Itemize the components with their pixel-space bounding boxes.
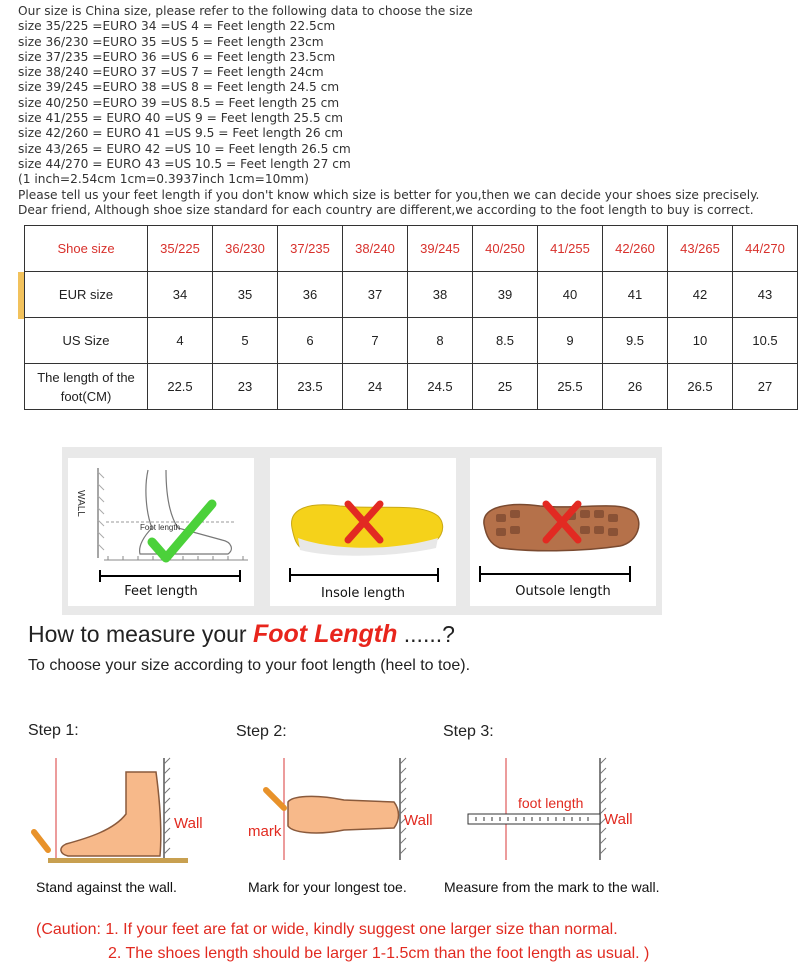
size-table <box>24 225 798 410</box>
caution-line-2: 2. The shoes length should be larger 1-1.5cm than the foot length as usual. ) <box>108 945 650 962</box>
table-cell: 41 <box>603 272 668 318</box>
measure-title <box>28 620 455 649</box>
intro-line: size 43/265 = EURO 42 =US 10 = Feet length 26.5 cm <box>18 141 351 156</box>
intro-line: size 40/250 =EURO 39 =US 8.5 = Feet length 25 cm <box>18 95 340 110</box>
table-cell: 23.5 <box>278 364 343 410</box>
measure-title-suffix: ......? <box>397 621 455 647</box>
table-row-header <box>25 364 148 410</box>
intro-line: size 36/230 =EURO 35 =US 5 = Feet length 23cm <box>18 34 324 49</box>
step-2-caption: Mark for your longest toe. <box>248 879 407 895</box>
table-cell: 37 <box>343 272 408 318</box>
step-1-label: Step 1: <box>28 722 79 739</box>
insole-illustration <box>270 458 456 606</box>
table-row-header-line: foot(CM) <box>60 388 112 404</box>
table-cell: 6 <box>278 318 343 364</box>
insole-length-caption: Insole length <box>321 586 405 601</box>
intro-line: Our size is China size, please refer to the following data to choose the size <box>18 4 473 18</box>
table-cell: 8 <box>408 318 473 364</box>
table-cell: 9 <box>538 318 603 364</box>
feet-length-panel <box>68 458 254 606</box>
table-cell: 25 <box>473 364 538 410</box>
table-cell: 39/245 <box>408 226 473 272</box>
table-row <box>25 226 798 272</box>
table-cell: 27 <box>733 364 798 410</box>
table-cell: 37/235 <box>278 226 343 272</box>
measure-title-prefix: How to measure your <box>28 621 253 647</box>
table-cell: 43 <box>733 272 798 318</box>
intro-line: Dear friend, Although shoe size standard for each country are different,we according to the foot length to buy is correct. <box>18 202 754 217</box>
table-cell: 38 <box>408 272 473 318</box>
table-row <box>25 364 798 410</box>
measure-title-highlight: Foot Length <box>252 620 398 648</box>
table-row-header: US Size <box>25 318 148 364</box>
table-cell: 8.5 <box>473 318 538 364</box>
intro-line: size 35/225 =EURO 34 =US 4 = Feet length 22.5cm <box>18 19 336 34</box>
pencil-icon <box>34 832 48 850</box>
table-cell: 35 <box>213 272 278 318</box>
table-cell: 10 <box>668 318 733 364</box>
measure-subtitle: To choose your size according to your foot length (heel to toe). <box>28 657 471 674</box>
step-2-label: Step 2: <box>236 723 287 740</box>
wall-label: WALL <box>75 490 86 517</box>
table-cell: 36/230 <box>213 226 278 272</box>
table-cell: 25.5 <box>538 364 603 410</box>
table-cell: 40/250 <box>473 226 538 272</box>
table-row-header: EUR size <box>25 272 148 318</box>
wall-label: Wall <box>404 812 433 829</box>
table-cell: 43/265 <box>668 226 733 272</box>
intro-line: size 41/255 = EURO 40 =US 9 = Feet length 25.5 cm <box>18 111 344 126</box>
intro-line: size 44/270 = EURO 43 =US 10.5 = Feet length 27 cm <box>18 156 351 171</box>
table-cell: 10.5 <box>733 318 798 364</box>
intro-line: size 38/240 =EURO 37 =US 7 = Feet length 24cm <box>18 65 324 80</box>
wall-label: Wall <box>174 815 203 832</box>
step-3-caption: Measure from the mark to the wall. <box>444 879 660 895</box>
table-row-header: Shoe size <box>25 226 148 272</box>
table-cell: 42/260 <box>603 226 668 272</box>
intro-line: Please tell us your feet length if you don't know which size is better for you,then we can decide your shoes size precisely. <box>18 187 760 202</box>
table-row <box>25 318 798 364</box>
table-row-header-line: The length of the <box>37 369 135 385</box>
step-1-illustration <box>28 752 218 867</box>
table-cell: 36 <box>278 272 343 318</box>
foot-length-label: foot length <box>518 795 584 811</box>
table-cell: 35/225 <box>148 226 213 272</box>
table-cell: 4 <box>148 318 213 364</box>
intro-text <box>18 4 798 218</box>
table-cell: 41/255 <box>538 226 603 272</box>
table-row <box>25 272 798 318</box>
outsole-length-panel <box>470 458 656 606</box>
table-cell: 34 <box>148 272 213 318</box>
intro-line: (1 inch=2.54cm 1cm=0.3937inch 1cm=10mm) <box>18 172 309 187</box>
table-cell: 24 <box>343 364 408 410</box>
table-cell: 39 <box>473 272 538 318</box>
caution-line-1: (Caution: 1. If your feet are fat or wide, kindly suggest one larger size than normal. <box>36 921 618 938</box>
step-2-illustration <box>244 752 444 867</box>
table-cell: 5 <box>213 318 278 364</box>
intro-line: size 37/235 =EURO 36 =US 6 = Feet length 23.5cm <box>18 49 336 64</box>
table-cell: 9.5 <box>603 318 668 364</box>
table-cell: 24.5 <box>408 364 473 410</box>
wall-label: Wall <box>604 811 633 828</box>
foot-length-small-label: Foot length <box>140 523 181 532</box>
table-cell: 7 <box>343 318 408 364</box>
outsole-length-caption: Outsole length <box>515 584 611 599</box>
step-3-illustration <box>462 752 662 867</box>
pencil-icon <box>266 790 284 808</box>
step-1-caption: Stand against the wall. <box>36 879 177 895</box>
table-cell: 26 <box>603 364 668 410</box>
table-cell: 26.5 <box>668 364 733 410</box>
table-cell: 44/270 <box>733 226 798 272</box>
intro-line: size 42/260 = EURO 41 =US 9.5 = Feet length 26 cm <box>18 126 344 141</box>
table-cell: 22.5 <box>148 364 213 410</box>
feet-length-caption: Feet length <box>124 584 198 599</box>
table-cell: 38/240 <box>343 226 408 272</box>
insole-length-panel <box>270 458 456 606</box>
intro-line: size 39/245 =EURO 38 =US 8 = Feet length 24.5 cm <box>18 80 340 95</box>
step-3-label: Step 3: <box>443 723 494 740</box>
table-cell: 23 <box>213 364 278 410</box>
table-cell: 42 <box>668 272 733 318</box>
table-cell: 40 <box>538 272 603 318</box>
mark-label: mark <box>248 823 282 840</box>
